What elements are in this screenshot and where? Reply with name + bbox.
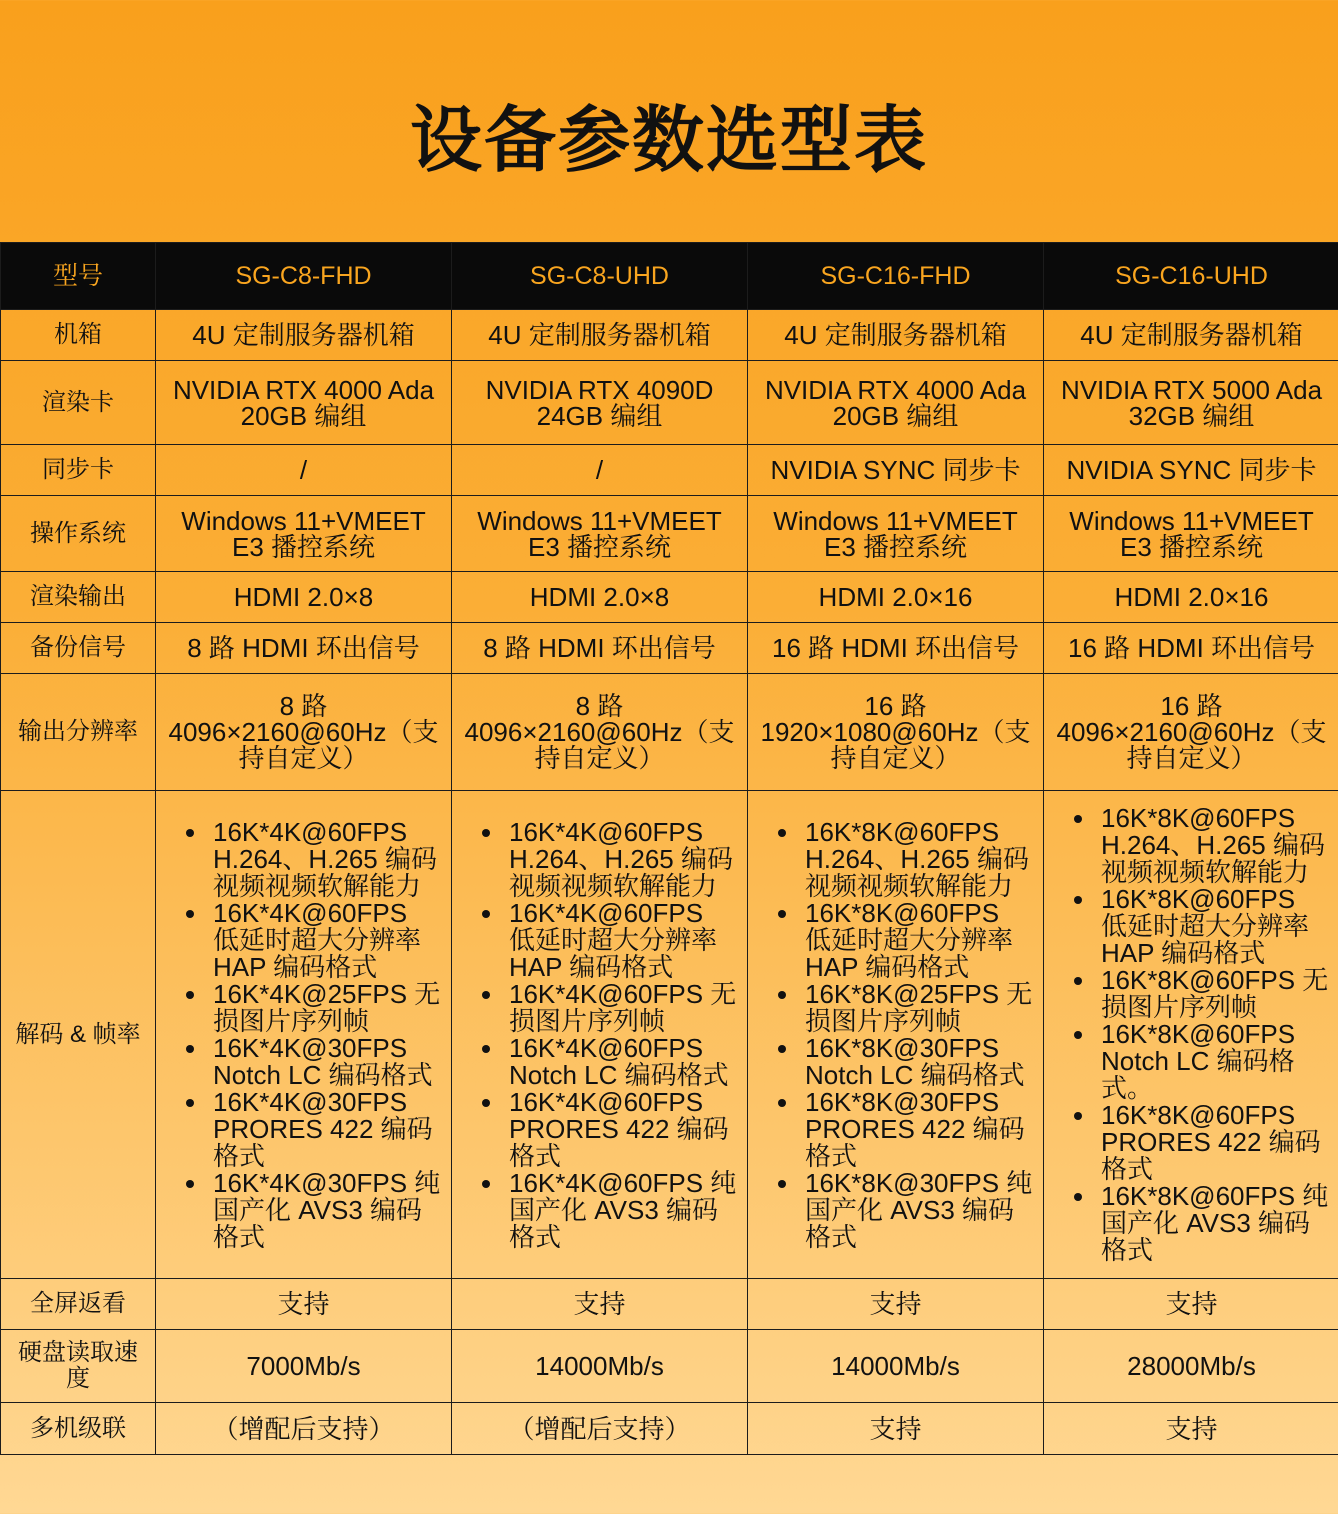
cell-line: 格式 bbox=[509, 1221, 562, 1252]
cell-line: Windows 11+VMEET bbox=[477, 505, 722, 536]
spec-cell: 7000Mb/s bbox=[156, 1330, 452, 1403]
cell-line: 硬盘读取速 bbox=[18, 1339, 138, 1366]
row-label: 输出分辨率 bbox=[1, 674, 156, 791]
spec-cell bbox=[156, 496, 452, 572]
row-os bbox=[1, 496, 1338, 572]
spec-cell: 4U 定制服务器机箱 bbox=[1044, 310, 1338, 361]
cell-line: HAP 编码格式 bbox=[509, 951, 674, 982]
feature-item bbox=[505, 1032, 741, 1090]
spec-cell: 4U 定制服务器机箱 bbox=[748, 310, 1044, 361]
cell-line: PRORES 422 编码 bbox=[1101, 1127, 1321, 1157]
cell-line: 16K*8K@60FPS bbox=[805, 816, 1000, 847]
feature-item bbox=[801, 978, 1037, 1036]
cell-line: 16K*8K@60FPS bbox=[1101, 1100, 1296, 1130]
cell-line: H.264、H.265 编码 bbox=[805, 843, 1029, 874]
feature-item bbox=[209, 1086, 445, 1171]
cell-line: 1920×1080@60Hz（支 bbox=[760, 717, 1031, 747]
spec-cell: HDMI 2.0×8 bbox=[452, 572, 748, 623]
feature-item bbox=[209, 1167, 445, 1252]
cell-line: 度 bbox=[66, 1365, 90, 1392]
row-label: 多机级联 bbox=[1, 1403, 156, 1455]
cell-line: 16K*4K@25FPS 无 bbox=[213, 978, 441, 1009]
cell-line: 20GB 编组 bbox=[240, 400, 367, 431]
spec-cell: / bbox=[156, 445, 452, 496]
spec-cell: 8 路 HDMI 环出信号 bbox=[452, 623, 748, 674]
spec-cell bbox=[1044, 496, 1338, 572]
cell-line: E3 播控系统 bbox=[231, 531, 376, 562]
cell-line: Notch LC 编码格式 bbox=[213, 1059, 433, 1090]
cell-line: 16K*4K@60FPS bbox=[509, 897, 704, 928]
feature-item bbox=[1097, 886, 1333, 967]
cell-line: H.264、H.265 编码 bbox=[1101, 830, 1325, 860]
spec-cell: 16 路 HDMI 环出信号 bbox=[1044, 623, 1338, 674]
cell-line: PRORES 422 编码 bbox=[213, 1113, 433, 1144]
feature-list bbox=[458, 816, 741, 1252]
spec-cell bbox=[1044, 361, 1338, 445]
spec-cell: 16 路 HDMI 环出信号 bbox=[748, 623, 1044, 674]
cell-line: 格式 bbox=[805, 1140, 858, 1171]
cell-line: 视频视频软解能力 bbox=[805, 870, 1014, 901]
row-label: 备份信号 bbox=[1, 623, 156, 674]
spec-cell: 支持 bbox=[156, 1279, 452, 1330]
feature-item bbox=[801, 897, 1037, 982]
feature-item bbox=[1097, 1102, 1333, 1183]
spec-cell: 8 路 HDMI 环出信号 bbox=[156, 623, 452, 674]
cell-line: 20GB 编组 bbox=[832, 400, 959, 431]
feature-item bbox=[801, 1086, 1037, 1171]
row-label: 同步卡 bbox=[1, 445, 156, 496]
cell-line: Notch LC 编码格式 bbox=[805, 1059, 1025, 1090]
cell-line: 16K*4K@60FPS 纯 bbox=[509, 1167, 737, 1198]
cell-line: 16K*4K@60FPS bbox=[213, 897, 408, 928]
cell-line: 低延时超大分辨率 bbox=[805, 924, 1014, 955]
cell-line: 16K*4K@30FPS bbox=[213, 1086, 408, 1117]
row-label: 操作系统 bbox=[1, 496, 156, 572]
cell-line: 8 路 bbox=[279, 691, 328, 721]
cell-line: 16K*4K@60FPS bbox=[509, 1032, 704, 1063]
spec-table bbox=[0, 242, 1338, 1455]
cell-line: 国产化 AVS3 编码 bbox=[805, 1194, 1015, 1225]
spec-cell bbox=[156, 674, 452, 791]
spec-cell bbox=[452, 674, 748, 791]
cell-line: E3 播控系统 bbox=[527, 531, 672, 562]
row-label: 渲染输出 bbox=[1, 572, 156, 623]
cell-line: 16K*8K@30FPS bbox=[805, 1032, 1000, 1063]
cell-line: 16K*8K@60FPS bbox=[805, 897, 1000, 928]
cell-line: 16K*4K@60FPS 无 bbox=[509, 978, 737, 1009]
cell-line: NVIDIA RTX 4000 Ada bbox=[764, 374, 1027, 405]
row-playback bbox=[1, 1279, 1338, 1330]
cell-line: NVIDIA RTX 5000 Ada bbox=[1060, 374, 1323, 405]
cell-line: E3 播控系统 bbox=[1119, 531, 1264, 562]
row-sync bbox=[1, 445, 1338, 496]
spec-cell: 支持 bbox=[748, 1279, 1044, 1330]
spec-cell: / bbox=[452, 445, 748, 496]
feature-item bbox=[209, 978, 445, 1036]
cell-line: 16 路 bbox=[1160, 691, 1223, 721]
spec-cell: 4U 定制服务器机箱 bbox=[156, 310, 452, 361]
cell-line: Windows 11+VMEET bbox=[1069, 505, 1314, 536]
row-cascade bbox=[1, 1403, 1338, 1455]
feature-item bbox=[505, 897, 741, 982]
cell-line: H.264、H.265 编码 bbox=[213, 843, 437, 874]
cell-line: 损图片序列帧 bbox=[805, 1005, 962, 1036]
feature-item bbox=[801, 1167, 1037, 1252]
row-gpu bbox=[1, 361, 1338, 445]
cell-line: 16K*8K@60FPS bbox=[1101, 1019, 1296, 1049]
row-output bbox=[1, 572, 1338, 623]
feature-item bbox=[1097, 1183, 1333, 1264]
feature-item bbox=[505, 978, 741, 1036]
cell-line: 损图片序列帧 bbox=[509, 1005, 666, 1036]
spec-cell bbox=[748, 361, 1044, 445]
cell-line: 格式 bbox=[213, 1221, 266, 1252]
cell-line: E3 播控系统 bbox=[823, 531, 968, 562]
spec-cell: 28000Mb/s bbox=[1044, 1330, 1338, 1403]
feature-item bbox=[505, 1086, 741, 1171]
cell-line: HAP 编码格式 bbox=[805, 951, 970, 982]
row-label bbox=[1, 1330, 156, 1403]
cell-line: 16 路 bbox=[864, 691, 927, 721]
row-chassis bbox=[1, 310, 1338, 361]
cell-line: Windows 11+VMEET bbox=[773, 505, 1018, 536]
spec-cell: NVIDIA SYNC 同步卡 bbox=[1044, 445, 1338, 496]
cell-line: 持自定义） bbox=[238, 743, 369, 773]
feature-item bbox=[209, 1032, 445, 1090]
page-title: 设备参数选型表 bbox=[409, 98, 928, 182]
cell-line: 4096×2160@60Hz（支 bbox=[168, 717, 439, 747]
spec-cell: HDMI 2.0×16 bbox=[748, 572, 1044, 623]
spec-cell: HDMI 2.0×8 bbox=[156, 572, 452, 623]
cell-line: 4096×2160@60Hz（支 bbox=[464, 717, 735, 747]
row-disk bbox=[1, 1330, 1338, 1403]
spec-cell bbox=[748, 791, 1044, 1279]
feature-item bbox=[1097, 967, 1333, 1021]
feature-item bbox=[505, 1167, 741, 1252]
feature-item bbox=[801, 1032, 1037, 1090]
cell-line: 持自定义） bbox=[1126, 743, 1257, 773]
cell-line: 16K*4K@60FPS bbox=[213, 816, 408, 847]
feature-item bbox=[1097, 1021, 1333, 1102]
cell-line: 4096×2160@60Hz（支 bbox=[1056, 717, 1327, 747]
spec-cell: 支持 bbox=[748, 1403, 1044, 1455]
cell-line: 格式 bbox=[1101, 1235, 1154, 1265]
model-name: SG-C8-UHD bbox=[452, 243, 748, 310]
spec-cell bbox=[156, 361, 452, 445]
cell-line: 32GB 编组 bbox=[1128, 400, 1255, 431]
cell-line: PRORES 422 编码 bbox=[805, 1113, 1025, 1144]
cell-line: NVIDIA RTX 4090D bbox=[485, 374, 714, 405]
cell-line: 视频视频软解能力 bbox=[1101, 857, 1310, 887]
cell-line: 国产化 AVS3 编码 bbox=[509, 1194, 719, 1225]
cell-line: 16K*8K@30FPS bbox=[805, 1086, 1000, 1117]
cell-line: 持自定义） bbox=[830, 743, 961, 773]
cell-line: 16K*8K@60FPS bbox=[1101, 884, 1296, 914]
spec-cell bbox=[1044, 674, 1338, 791]
cell-line: NVIDIA RTX 4000 Ada bbox=[172, 374, 435, 405]
spec-cell: 14000Mb/s bbox=[748, 1330, 1044, 1403]
spec-cell bbox=[748, 496, 1044, 572]
cell-line: 低延时超大分辨率 bbox=[1101, 911, 1310, 941]
cell-line: Notch LC 编码格 bbox=[1101, 1046, 1295, 1076]
cell-line: 16K*8K@60FPS 无 bbox=[1101, 965, 1329, 995]
feature-item bbox=[801, 816, 1037, 901]
cell-line: HAP 编码格式 bbox=[1101, 938, 1266, 968]
cell-line: 16K*4K@60FPS bbox=[509, 816, 704, 847]
model-name: SG-C16-FHD bbox=[748, 243, 1044, 310]
cell-line: 低延时超大分辨率 bbox=[509, 924, 718, 955]
cell-line: 低延时超大分辨率 bbox=[213, 924, 422, 955]
cell-line: 16K*8K@60FPS bbox=[1101, 803, 1296, 833]
cell-line: 16K*4K@30FPS bbox=[213, 1032, 408, 1063]
cell-line: 16K*4K@60FPS bbox=[509, 1086, 704, 1117]
spec-cell bbox=[452, 361, 748, 445]
feature-item bbox=[505, 816, 741, 901]
spec-cell bbox=[156, 791, 452, 1279]
spec-cell: 支持 bbox=[1044, 1279, 1338, 1330]
feature-list bbox=[754, 816, 1037, 1252]
cell-line: PRORES 422 编码 bbox=[509, 1113, 729, 1144]
cell-line: 16K*8K@25FPS 无 bbox=[805, 978, 1033, 1009]
spec-cell: 4U 定制服务器机箱 bbox=[452, 310, 748, 361]
cell-line: 格式 bbox=[805, 1221, 858, 1252]
cell-line: 16K*4K@30FPS 纯 bbox=[213, 1167, 441, 1198]
cell-line: 持自定义） bbox=[534, 743, 665, 773]
row-label: 渲染卡 bbox=[1, 361, 156, 445]
spec-cell: 14000Mb/s bbox=[452, 1330, 748, 1403]
cell-line: 8 路 bbox=[575, 691, 624, 721]
cell-line: 16K*8K@30FPS 纯 bbox=[805, 1167, 1033, 1198]
header-row bbox=[1, 243, 1338, 310]
feature-item bbox=[209, 816, 445, 901]
row-label: 全屏返看 bbox=[1, 1279, 156, 1330]
cell-line: 式。 bbox=[1101, 1073, 1154, 1103]
cell-line: 格式 bbox=[213, 1140, 266, 1171]
row-resolution bbox=[1, 674, 1338, 791]
spec-cell bbox=[1044, 791, 1338, 1279]
feature-list bbox=[162, 816, 445, 1252]
spec-cell: 支持 bbox=[452, 1279, 748, 1330]
cell-line: HAP 编码格式 bbox=[213, 951, 378, 982]
spec-cell bbox=[452, 791, 748, 1279]
row-decode bbox=[1, 791, 1338, 1279]
feature-item bbox=[1097, 805, 1333, 886]
header-label: 型号 bbox=[1, 243, 156, 310]
spec-cell: NVIDIA SYNC 同步卡 bbox=[748, 445, 1044, 496]
cell-line: 24GB 编组 bbox=[536, 400, 663, 431]
cell-line: 损图片序列帧 bbox=[213, 1005, 370, 1036]
spec-cell: （增配后支持） bbox=[156, 1403, 452, 1455]
cell-line: 损图片序列帧 bbox=[1101, 992, 1258, 1022]
cell-line: 格式 bbox=[509, 1140, 562, 1171]
spec-cell bbox=[452, 496, 748, 572]
cell-line: 16K*8K@60FPS 纯 bbox=[1101, 1181, 1329, 1211]
spec-cell: （增配后支持） bbox=[452, 1403, 748, 1455]
row-label: 机箱 bbox=[1, 310, 156, 361]
cell-line: 国产化 AVS3 编码 bbox=[213, 1194, 423, 1225]
feature-list bbox=[1050, 805, 1333, 1264]
spec-cell: HDMI 2.0×16 bbox=[1044, 572, 1338, 623]
feature-item bbox=[209, 897, 445, 982]
spec-cell: 支持 bbox=[1044, 1403, 1338, 1455]
model-name: SG-C16-UHD bbox=[1044, 243, 1338, 310]
cell-line: Notch LC 编码格式 bbox=[509, 1059, 729, 1090]
row-label: 解码 & 帧率 bbox=[1, 791, 156, 1279]
spec-cell bbox=[748, 674, 1044, 791]
cell-line: Windows 11+VMEET bbox=[181, 505, 426, 536]
cell-line: 视频视频软解能力 bbox=[213, 870, 422, 901]
row-backup bbox=[1, 623, 1338, 674]
cell-line: 国产化 AVS3 编码 bbox=[1101, 1208, 1311, 1238]
cell-line: H.264、H.265 编码 bbox=[509, 843, 733, 874]
cell-line: 视频视频软解能力 bbox=[509, 870, 718, 901]
model-name: SG-C8-FHD bbox=[156, 243, 452, 310]
cell-line: 格式 bbox=[1101, 1154, 1154, 1184]
